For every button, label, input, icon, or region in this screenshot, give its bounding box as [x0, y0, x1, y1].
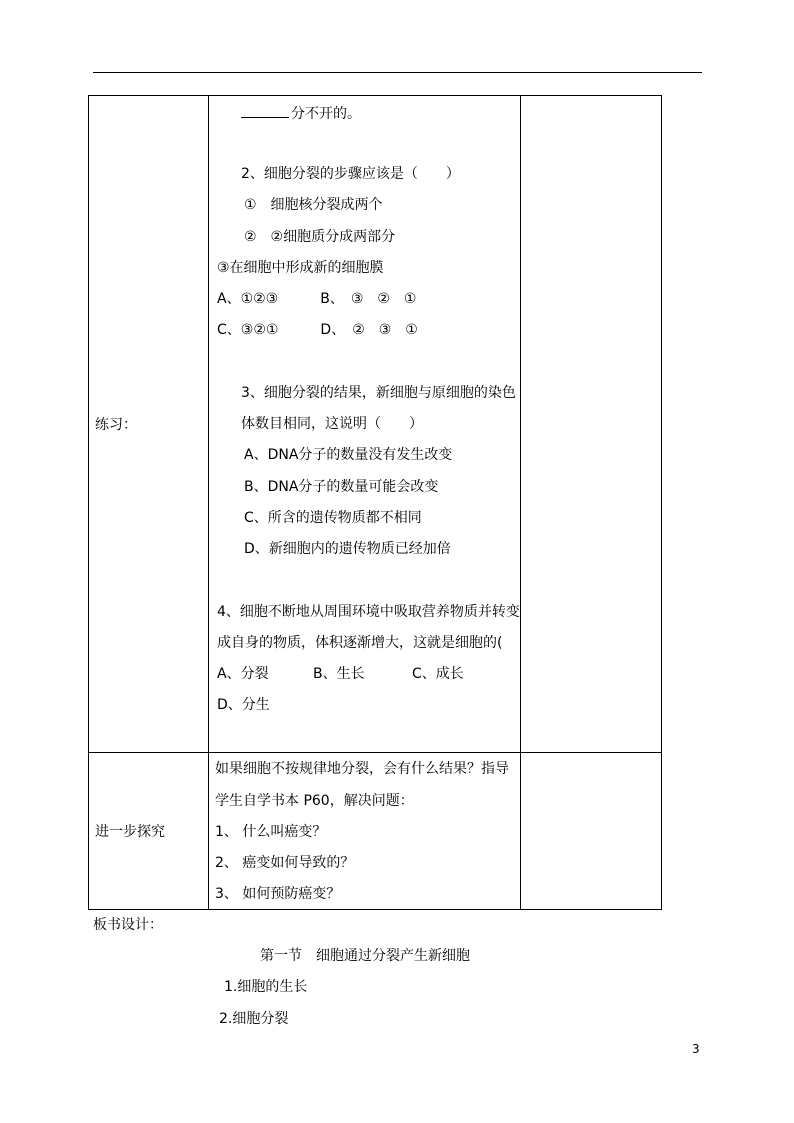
board-label: 板书设计： — [93, 917, 163, 933]
explore-notes-cell — [521, 753, 662, 910]
board-point-2: 2.细胞分裂 — [219, 1011, 289, 1027]
q1-tail-text: 分不开的。 — [291, 106, 361, 122]
practice-content-cell — [209, 96, 521, 753]
q4-option-c: C、成长 — [412, 666, 464, 682]
q3-option-b: B、DNA分子的数量可能会改变 — [244, 479, 439, 495]
q3-option-a: A、DNA分子的数量没有发生改变 — [244, 447, 453, 463]
q3-option-c: C、所含的遗传物质都不相同 — [244, 510, 422, 526]
q2-stem: 2、细胞分裂的步骤应该是（ ） — [241, 166, 460, 182]
q2-options-row-1: A、①②③ B、 ③ ② ① — [217, 291, 417, 307]
fill-blank — [241, 105, 289, 118]
board-title: 第一节 细胞通过分裂产生新细胞 — [260, 948, 470, 964]
q4-stem-line-2: 成自身的物质，体积逐渐增大，这就是细胞的( — [217, 635, 503, 651]
practice-label: 练习： — [95, 417, 137, 433]
q4-stem-line-1: 4、细胞不断地从周围环境中吸取营养物质并转变 — [217, 604, 520, 620]
practice-label-cell — [89, 96, 209, 753]
explore-row — [89, 753, 662, 910]
explore-label: 进一步探究 — [95, 824, 165, 840]
explore-question-3: 3、 如何预防癌变？ — [215, 886, 341, 902]
explore-label-cell — [89, 753, 209, 910]
q4-option-b: B、生长 — [313, 666, 365, 682]
q2-item-3: ③在细胞中形成新的细胞膜 — [217, 260, 384, 276]
q3-stem-line-2: 体数目相同，这说明（ ） — [241, 416, 423, 432]
page-number: 3 — [692, 1042, 700, 1056]
explore-intro-line-1: 如果细胞不按规律地分裂，会有什么结果？指导 — [215, 761, 509, 777]
header-rule — [93, 72, 702, 73]
q3-stem-line-1: 3、细胞分裂的结果，新细胞与原细胞的染色 — [241, 385, 516, 401]
explore-intro-line-2: 学生自学书本 P60，解决问题： — [215, 793, 414, 809]
explore-content-cell — [209, 753, 521, 910]
q2-item-1: ① 细胞核分裂成两个 — [244, 197, 383, 213]
practice-notes-cell — [521, 96, 662, 753]
q2-item-2: ② ②细胞质分成两部分 — [244, 229, 396, 245]
q3-option-d: D、新细胞内的遗传物质已经加倍 — [244, 541, 451, 557]
explore-question-1: 1、 什么叫癌变？ — [215, 824, 327, 840]
board-point-1: 1.细胞的生长 — [224, 979, 308, 995]
q4-option-a: A、分裂 — [217, 666, 269, 682]
practice-row — [89, 96, 662, 753]
lesson-table — [88, 95, 662, 910]
q1-tail — [241, 105, 361, 122]
q4-option-d: D、分生 — [217, 697, 270, 713]
q2-options-row-2: C、③②① D、 ② ③ ① — [217, 322, 418, 338]
explore-question-2: 2、 癌变如何导致的？ — [215, 855, 355, 871]
